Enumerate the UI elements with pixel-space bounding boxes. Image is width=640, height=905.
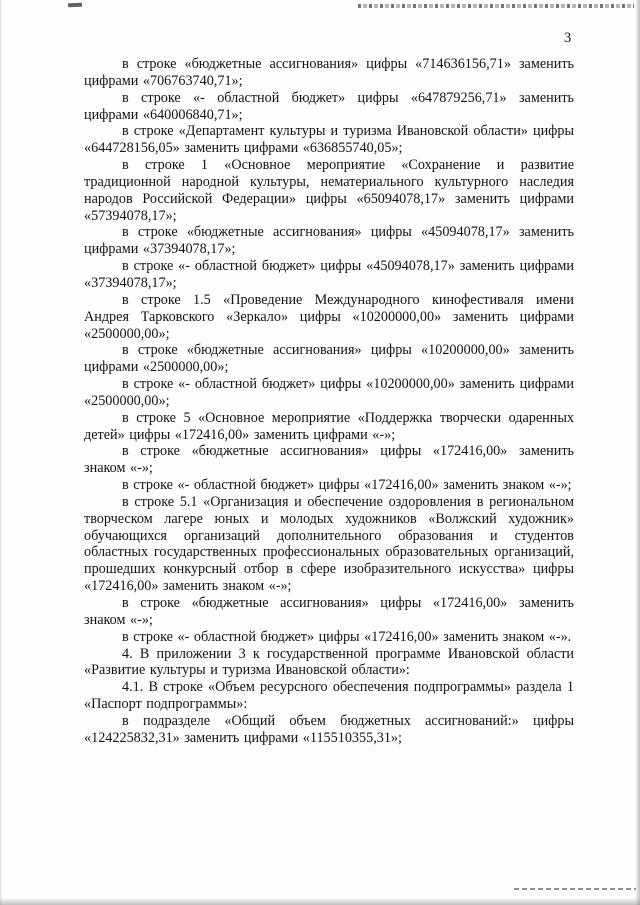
paragraph: в строке «бюджетные ассигнования» цифры «714636156,71» заменить цифрами «706763740,71»; — [84, 56, 574, 89]
paragraph: в строке «- областной бюджет» цифры «647879256,71» заменить цифрами «640006840,71»; — [84, 89, 574, 123]
paragraph: в строке «- областной бюджет» цифры «45094078,17» заменить цифрами «37394078,17»; — [84, 258, 574, 291]
paragraph: в строке «бюджетные ассигнования» цифры «45094078,17» заменить цифрами «37394078,17»; — [84, 224, 574, 258]
paragraph: в строке «- областной бюджет» цифры «172416,00» заменить знаком «-»; — [122, 477, 572, 494]
paragraph: в строке 1 «Основное мероприятие «Сохранение и развитие традиционной народной культуры, нематериального культурного наследия народов Российской Федерации» цифры «65094078,17» заменить цифрами «57394078,17»; — [84, 157, 574, 224]
paragraph: в строке «- областной бюджет» цифры «172416,00» заменить знаком «-». — [122, 628, 572, 645]
paragraph: в строке «Департамент культуры и туризма Ивановской области» цифры «644728156,05» заменить цифрами «636855740,05»; — [84, 123, 574, 157]
scan-artifact-top-right — [358, 4, 634, 8]
paragraph: в строке 5 «Основное мероприятие «Поддержка творчески одаренных детей» цифры «172416,00» заменить цифрами «-»; — [84, 409, 574, 443]
paragraph: в строке 1.5 «Проведение Международного кинофестиваля имени Андрея Тарковского «Зеркало» цифры «10200000,00» заменить цифрами «2500000,00»; — [84, 291, 574, 342]
paragraph: 4. В приложении 3 к государственной программе Ивановской области «Развитие культуры и туризма Ивановской области»: — [84, 645, 574, 679]
scan-edge-left — [0, 0, 2, 905]
scan-artifact-bottom-right — [514, 888, 636, 890]
paragraph: в строке 5.1 «Организация и обеспечение оздоровления в региональном творческом лагере юных и молодых художников «Волжский художник» обучающихся организаций дополнительного образования и студентов областных государственных профессиональных образовательных организаций, прошедших конкурсный отбор в сфере изобразительного искусства» цифры «172416,00» заменить знаком «-»; — [84, 493, 574, 595]
scan-edge-right — [635, 0, 640, 905]
paragraph: в подразделе «Общий объем бюджетных ассигнований:» цифры «124225832,31» заменить цифрами «115510355,31»; — [84, 712, 574, 746]
paragraph: в строке «бюджетные ассигнования» цифры «172416,00» заменить знаком «-»; — [84, 443, 574, 477]
paragraph: в строке «бюджетные ассигнования» цифры «10200000,00» заменить цифрами «2500000,00»; — [84, 342, 574, 376]
scan-edge-bottom — [0, 898, 640, 905]
scan-artifact-top-left — [68, 3, 82, 7]
paragraph: в строке «- областной бюджет» цифры «10200000,00» заменить цифрами «2500000,00»; — [84, 376, 574, 409]
paragraph: 4.1. В строке «Объем ресурсного обеспечения подпрограммы» раздела 1 «Паспорт подпрограммы»: — [84, 679, 574, 713]
paragraph: в строке «бюджетные ассигнования» цифры «172416,00» заменить знаком «-»; — [84, 595, 574, 628]
page-number: 3 — [564, 30, 572, 46]
document-body — [84, 56, 574, 747]
